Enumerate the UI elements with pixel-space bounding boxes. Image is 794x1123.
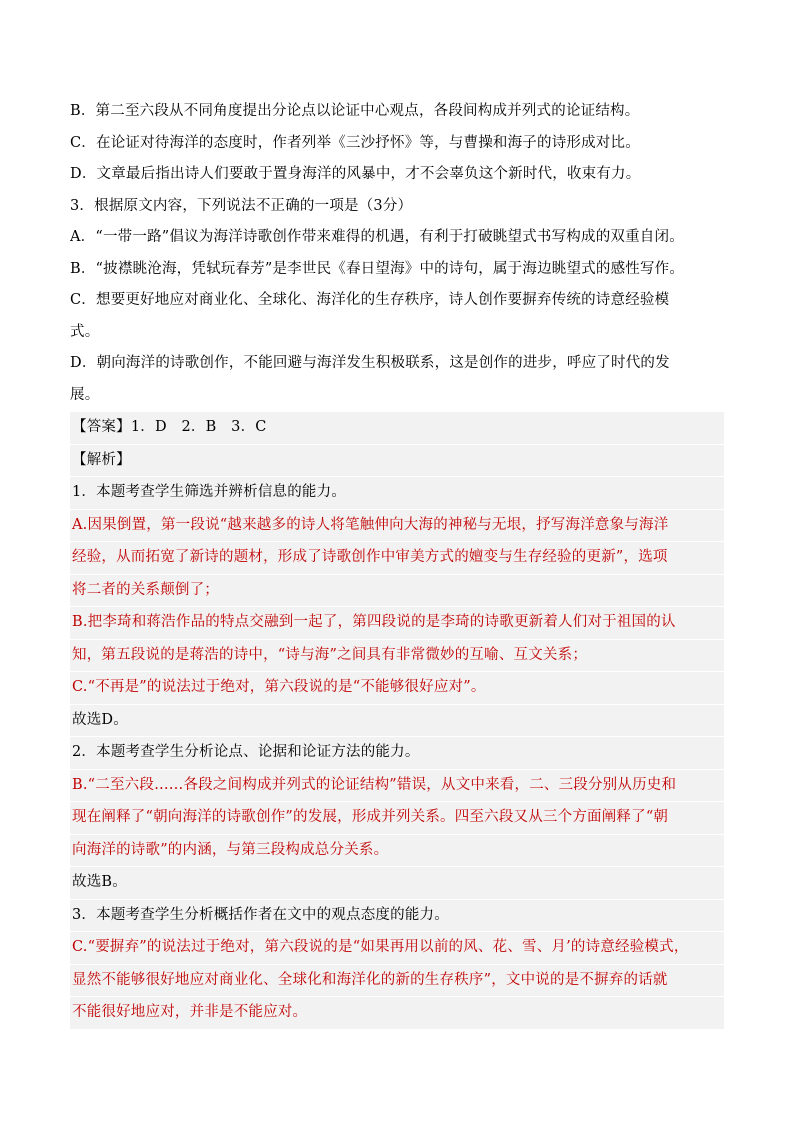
- analysis-q1-choose: 故选D。: [70, 705, 724, 738]
- analysis-q2-b-line3: 向海洋的诗歌”的内涵，与第三段构成总分关系。: [70, 835, 724, 868]
- answer-label: 【答案】: [72, 419, 131, 435]
- option-3b: B．“披襟眺沧海，凭轼玩春芳”是李世民《春日望海》中的诗句，属于海边眺望式的感性写作。: [70, 260, 685, 277]
- option-3c-line1: C．想要更好地应对商业化、全球化、海洋化的生存秩序，诗人创作要摒弃传统的诗意经验模: [70, 292, 670, 308]
- analysis-q1-b-line2: 知，第五段说的是蒋浩的诗中，“诗与海”之间具有非常微妙的互喻、互文关系；: [70, 640, 724, 673]
- option-2b: B．第二至六段从不同角度提出分论点以论证中心观点，各段间构成并列式的论证结构。: [70, 103, 640, 119]
- analysis-q1-c: C.“不再是”的说法过于绝对，第六段说的是“不能够很好应对”。: [70, 672, 724, 705]
- option-2d: D．文章最后指出诗人们要敢于置身海洋的风暴中，才不会辜负这个新时代，收束有力。: [70, 166, 641, 182]
- analysis-label: 【解析】: [70, 445, 724, 478]
- analysis-q1-a-line3: 将二者的关系颠倒了；: [70, 575, 724, 608]
- option-2c: C．在论证对待海洋的态度时，作者列举《三沙抒怀》等，与曹操和海子的诗形成对比。: [70, 134, 640, 151]
- analysis-q3-c-line2: 显然不能够很好地应对商业化、全球化和海洋化的新的生存秩序”，文中说的是不摒弃的话就: [70, 965, 724, 998]
- analysis-q1-a-line2: 经验，从而拓宽了新诗的题材，形成了诗歌创作中审美方式的嬗变与生存经验的更新”，选项: [70, 542, 724, 575]
- analysis-q2-b-line1: B.“二至六段……各段之间构成并列式的论证结构”错误，从文中来看，二、三段分别从历史和: [70, 770, 724, 803]
- question-3-stem: 3．根据原文内容，下列说法不正确的一项是（3分）: [70, 197, 413, 214]
- analysis-q1-head: 1．本题考查学生筛选并辨析信息的能力。: [70, 477, 724, 510]
- analysis-q3-head: 3．本题考查学生分析概括作者在文中的观点态度的能力。: [70, 900, 724, 933]
- answer-text: 1．D 2．B 3．C: [130, 419, 267, 435]
- option-3d-line2: 展。: [70, 386, 100, 403]
- answer-line: [70, 412, 724, 445]
- option-3d-line1: D．朝向海洋的诗歌创作，不能回避与海洋发生积极联系，这是创作的进步，呼应了时代的发: [70, 355, 670, 371]
- question-block: [70, 96, 724, 411]
- option-3a: A．“一带一路”倡议为海洋诗歌创作带来难得的机遇，有利于打破眺望式书写构成的双重自闭。: [70, 229, 684, 245]
- analysis-q2-head: 2．本题考查学生分析论点、论据和论证方法的能力。: [70, 737, 724, 770]
- analysis-q2-b-line2: 现在阐释了“朝向海洋的诗歌创作”的发展，形成并列关系。四至六段又从三个方面阐释了“朝: [70, 802, 724, 835]
- analysis-q2-choose: 故选B。: [70, 867, 724, 900]
- analysis-q1-b-line1: B.把李琦和蒋浩作品的特点交融到一起了，第四段说的是李琦的诗歌更新着人们对于祖国的认: [70, 607, 724, 640]
- analysis-q3-c-line1: C.“要摒弃”的说法过于绝对，第六段说的是“如果再用以前的风、花、雪、月’的诗意经验模式，: [70, 932, 724, 965]
- analysis-q3-c-line3: 不能很好地应对，并非是不能应对。: [70, 997, 724, 1030]
- option-3c-line2: 式。: [70, 323, 100, 340]
- answer-analysis-panel: [70, 412, 724, 1030]
- analysis-q1-a-line1: A.因果倒置，第一段说“越来越多的诗人将笔触伸向大海的神秘与无垠，抒写海洋意象与海洋: [70, 510, 724, 543]
